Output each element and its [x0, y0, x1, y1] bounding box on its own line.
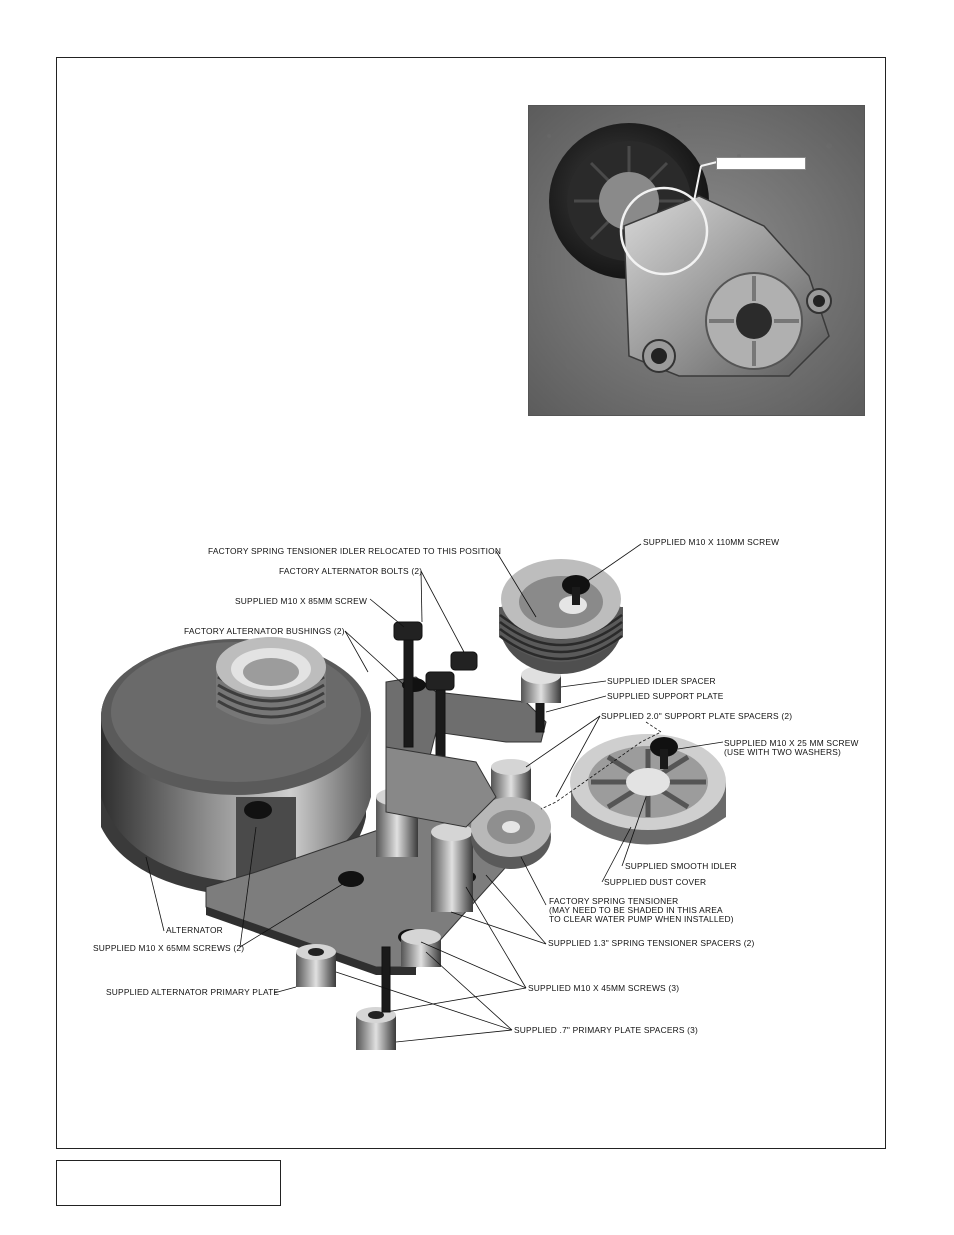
- relocated-idler-shape: [499, 559, 623, 674]
- callout-spring-tensioner: FACTORY SPRING TENSIONER: [549, 896, 679, 906]
- callout-m10x25-note: (USE WITH TWO WASHERS): [724, 747, 841, 757]
- callout-spring-tensioner-note1: (MAY NEED TO BE SHADED IN THIS AREA: [549, 905, 723, 915]
- photo-callout-label: [716, 157, 806, 170]
- callout-alternator-bolts: FACTORY ALTERNATOR BOLTS (2): [279, 566, 423, 576]
- callout-support-spacers: SUPPLIED 2.0" SUPPORT PLATE SPACERS (2): [601, 711, 793, 721]
- footer-box: [56, 1160, 281, 1206]
- callout-alternator: ALTERNATOR: [166, 925, 223, 935]
- tensioner-photo-image: [529, 106, 865, 416]
- callout-primary-spacers: SUPPLIED .7" PRIMARY PLATE SPACERS (3): [514, 1025, 699, 1035]
- smooth-idler-shape: [570, 734, 726, 845]
- callout-alternator-bushings: FACTORY ALTERNATOR BUSHINGS (2): [184, 626, 345, 636]
- callout-m10x110-screw: SUPPLIED M10 X 110MM SCREW: [643, 537, 780, 547]
- callout-primary-plate: SUPPLIED ALTERNATOR PRIMARY PLATE: [106, 987, 280, 997]
- callout-support-plate: SUPPLIED SUPPORT PLATE: [607, 691, 724, 701]
- callout-m10x45-screws: SUPPLIED M10 X 45MM SCREWS (3): [528, 983, 680, 993]
- callout-idler-relocated: FACTORY SPRING TENSIONER IDLER RELOCATED TO THIS POSITION: [208, 546, 502, 556]
- tensioner-photo: [528, 105, 865, 416]
- callout-m10x65-screws: SUPPLIED M10 X 65MM SCREWS (2): [93, 943, 245, 953]
- callout-dust-cover: SUPPLIED DUST COVER: [604, 877, 707, 887]
- callout-idler-spacer: SUPPLIED IDLER SPACER: [607, 676, 716, 686]
- callout-m10x85-screw: SUPPLIED M10 X 85MM SCREW: [235, 596, 368, 606]
- callout-smooth-idler: SUPPLIED SMOOTH IDLER: [625, 861, 737, 871]
- callout-tensioner-spacers: SUPPLIED 1.3" SPRING TENSIONER SPACERS (2): [548, 938, 755, 948]
- callout-m10x25-screw: SUPPLIED M10 X 25 MM SCREW: [724, 738, 859, 748]
- exploded-assembly-diagram: [86, 527, 866, 1077]
- callout-spring-tensioner-note2: TO CLEAR WATER PUMP WHEN INSTALLED): [549, 914, 734, 924]
